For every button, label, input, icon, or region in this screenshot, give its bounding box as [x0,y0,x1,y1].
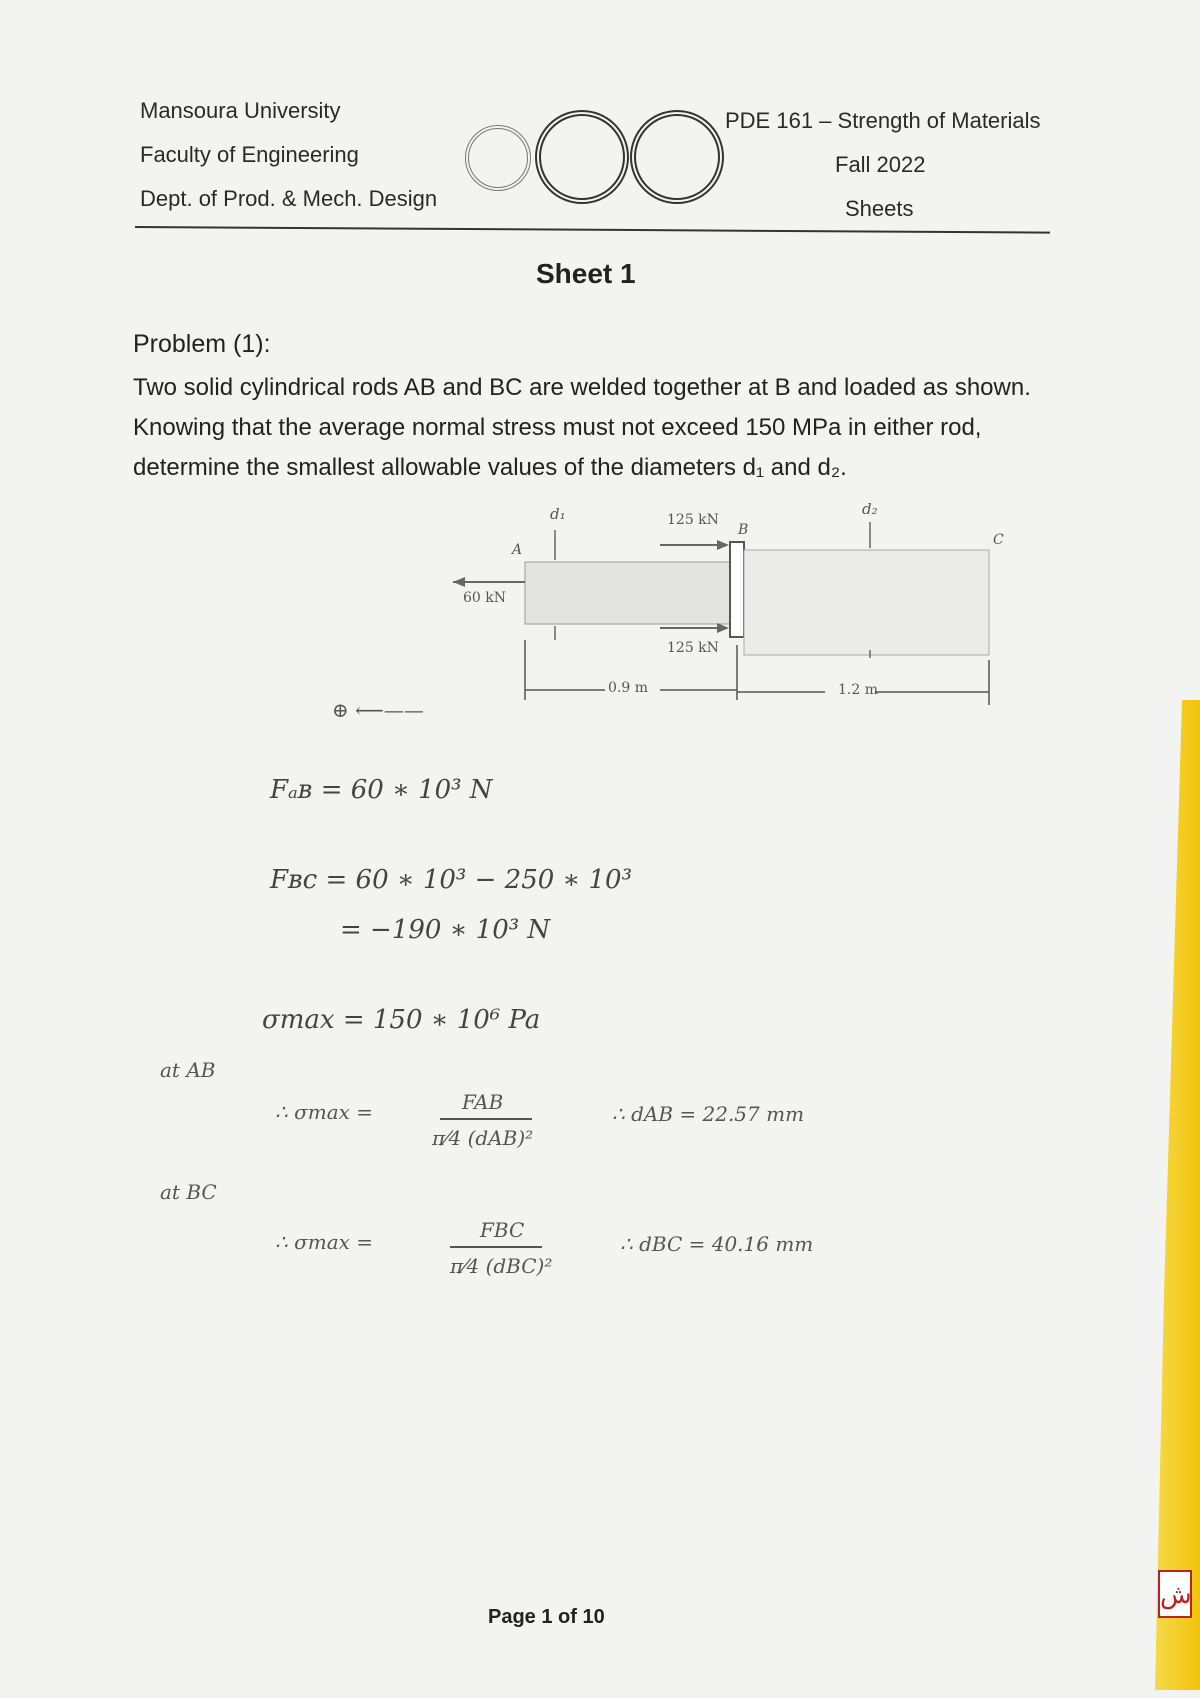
yellow-page-edge [1155,700,1200,1690]
faculty-name: Faculty of Engineering [140,142,359,167]
rod-figure [445,500,1005,730]
sigma-max: σmax = 150 ∗ 10⁶ Pa [262,1005,541,1035]
load-60kn: 60 kN [463,590,506,606]
page-number: Page 1 of 10 [488,1606,605,1628]
force-bc-line2: = −190 ∗ 10³ N [340,915,551,945]
label-d2: d₂ [862,500,878,518]
doc-type: Sheets [845,196,914,221]
problem-title: Problem (1): [133,330,271,358]
department-name: Dept. of Prod. & Mech. Design [140,186,438,211]
at-bc-label: at BC [160,1180,217,1204]
ab-fraction-bar [440,1118,532,1120]
university-name: Mansoura University [140,98,341,123]
label-C: C [993,532,1004,548]
force-bc-line1: Fʙc = 60 ∗ 10³ − 250 ∗ 10³ [270,865,632,895]
term: Fall 2022 [835,152,926,177]
department-logo-icon [630,110,724,204]
label-A: A [512,542,523,558]
sheet-title: Sheet 1 [536,258,636,289]
sign-convention: ⊕ ⟵—— [332,698,424,722]
course-title: PDE 161 – Strength of Materials [725,108,1041,133]
force-ab: Fₐʙ = 60 ∗ 10³ N [270,775,493,805]
ab-equation-lhs: ∴ σmax = [275,1100,374,1124]
ab-numerator: FAB [462,1090,504,1114]
problem-text: Two solid cylindrical rods AB and BC are welded together at B and loaded as shown. Knowing that the average normal stress must not exceed 150 MPa in either rod, determine the smallest allowable values of the diameters d₁ and d₂. [133,374,1031,481]
ab-result: ∴ dAB = 22.57 mm [612,1102,805,1126]
label-B: B [738,522,749,538]
length-bc: 1.2 m [838,682,878,698]
bc-result: ∴ dBC = 40.16 mm [620,1232,814,1256]
bc-denominator: π⁄4 (dBC)² [450,1254,553,1278]
bc-numerator: FBC [480,1218,525,1242]
at-ab-label: at AB [160,1058,216,1082]
header-divider [135,226,1050,234]
label-d1: d₁ [550,505,566,523]
length-ab: 0.9 m [608,680,648,696]
university-logo-icon [465,125,531,191]
load-125kn-top: 125 kN [667,512,719,528]
bc-equation-lhs: ∴ σmax = [275,1230,374,1254]
edge-tag: ش [1158,1570,1192,1618]
bc-fraction-bar [450,1246,542,1248]
load-125kn-bottom: 125 kN [667,640,719,656]
ab-denominator: π⁄4 (dAB)² [432,1126,534,1150]
faculty-logo-icon [535,110,629,204]
